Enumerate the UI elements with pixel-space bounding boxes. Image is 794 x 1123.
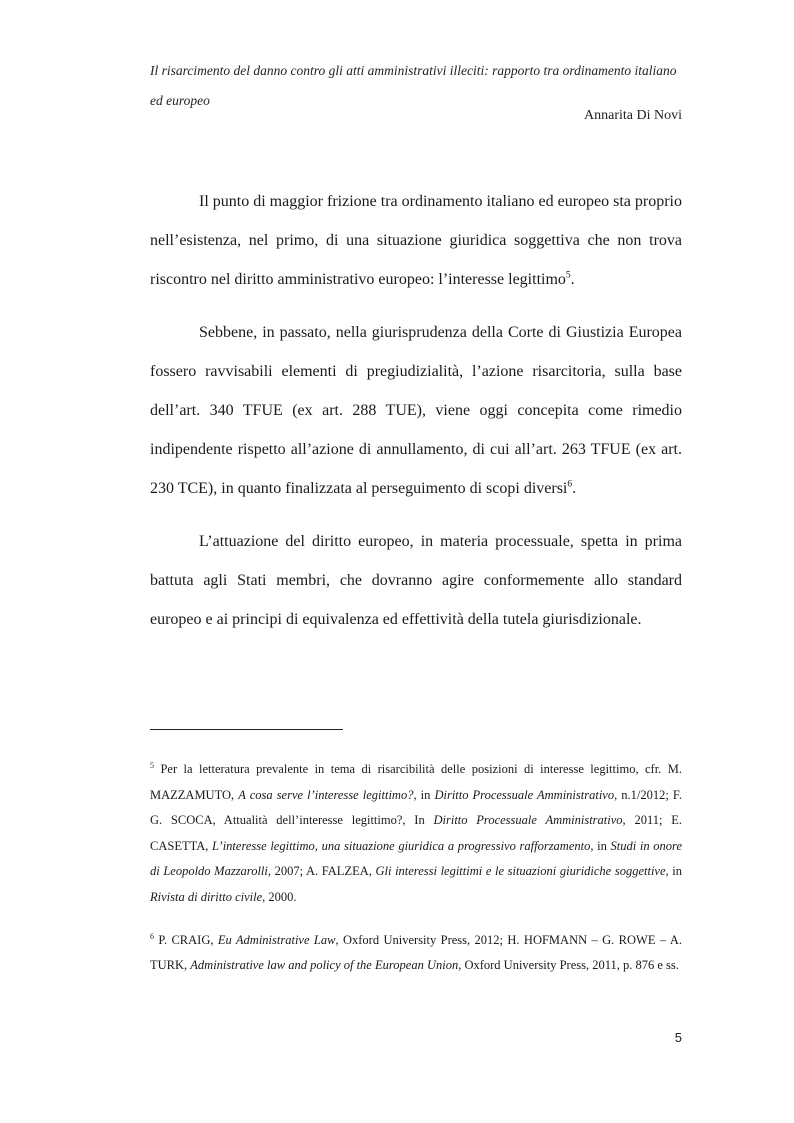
paragraph: Il punto di maggior frizione tra ordinamento italiano ed europeo sta proprio nell’esistenza, nel primo, di una situazione giuridica soggettiva che non trova riscontro nel diritto amministrativo europeo: l’interesse legittimo$^5$. xyxy=(150,193,682,289)
paragraph-text: Sebbene, in passato, nella giurisprudenza della Corte di Giustizia Europea fossero ravvisabili elementi di pregiudizialità, l’azione risarcitoria, sulla base dell’art. 340 TFUE (ex art. 288 TUE), viene oggi concepita come rimedio indipendente rispetto all’azione di annullamento, di cui all’art. 263 TFUE (ex art. 230 TCE), in quanto finalizzata al perseguimento di scopi diversi xyxy=(150,323,682,498)
running-header-author: Annarita Di Novi xyxy=(584,108,682,123)
page-number: 5 xyxy=(674,1030,682,1045)
paragraph xyxy=(150,522,682,640)
citation-title: Administrative law and policy of the European Union xyxy=(190,958,459,973)
footnote-ref[interactable]: 6 xyxy=(567,480,573,491)
citation-journal: Diritto Processuale Amministrativo xyxy=(433,813,623,828)
footnote-number: 6 xyxy=(150,931,154,941)
citation-title: A cosa serve l’interesse legittimo? xyxy=(238,787,414,802)
citation-title: Eu Administrative Law xyxy=(217,932,336,947)
citation-journal: Rivista di diritto civile xyxy=(150,889,263,904)
running-header-title: Il risarcimento del danno contro gli atti amministrativi illeciti: rapporto tra ordinamento italiano ed europeo xyxy=(150,63,677,108)
citation-journal: Diritto Processuale Amministrativo xyxy=(434,787,615,802)
footnote-separator xyxy=(150,729,343,730)
citation-title: Gli interessi legittimi e le situazioni giuridiche soggettive xyxy=(375,864,666,879)
footnote-ref[interactable]: 5 xyxy=(565,271,571,282)
citation-title: Studi in onore di Leopoldo Mazzarolli xyxy=(150,838,682,879)
footnote-6: $^6$ P. CRAIG, Eu Administrative Law, Oxford University Press, 2012; H. HOFMANN – G. ROWE – A. TURK, Administrative law and policy of the European Union, Oxford University Press, 2011, p. 876 e ss. xyxy=(150,931,682,973)
footnote-number: 5 xyxy=(150,760,154,770)
citation-title: L’interesse legittimo, una situazione giuridica a progressivo rafforzamento xyxy=(212,838,591,853)
body-text xyxy=(150,182,682,639)
paragraph-text: L’attuazione del diritto europeo, in materia processuale, spetta in prima battuta agli Stati membri, che dovranno agire conformemente allo standard europeo e ai principi di equivalenza ed effettività della tutela giurisdizionale. xyxy=(150,532,682,629)
footnote-5: $^5$ Per la letteratura prevalente in tema di risarcibilità delle posizioni di interesse legittimo, cfr. M. MAZZAMUTO, A cosa serve l’interesse legittimo?, in Diritto Processuale Amministrativo, n.1/2012; F. G. SCOCA, Attualità dell’interesse legittimo?, In Diritto Processuale Amministrativo, 2011; E. CASETTA, L’interesse legittimo, una situazione giuridica a progressivo rafforzamento, in Studi in onore di Leopoldo Mazzarolli, 2007; A. FALZEA, Gli interessi legittimi e le situazioni giuridiche soggettive, in Rivista di diritto civile, 2000. xyxy=(150,760,683,904)
paragraph-text: Il punto di maggior frizione tra ordinamento italiano ed europeo sta proprio nell’esistenza, nel primo, di una situazione giuridica soggettiva che non trova riscontro nel diritto amministrativo europeo: l’interesse legittimo xyxy=(150,193,682,289)
paragraph: Sebbene, in passato, nella giurisprudenza della Corte di Giustizia Europea fossero ravvisabili elementi di pregiudizialità, l’azione risarcitoria, sulla base dell’art. 340 TFUE (ex art. 288 TUE), viene oggi concepita come rimedio indipendente rispetto all’azione di annullamento, di cui all’art. 263 TFUE (ex art. 230 TCE), in quanto finalizzata al perseguimento di scopi diversi$^6$. xyxy=(150,323,682,498)
footnotes xyxy=(150,757,682,979)
